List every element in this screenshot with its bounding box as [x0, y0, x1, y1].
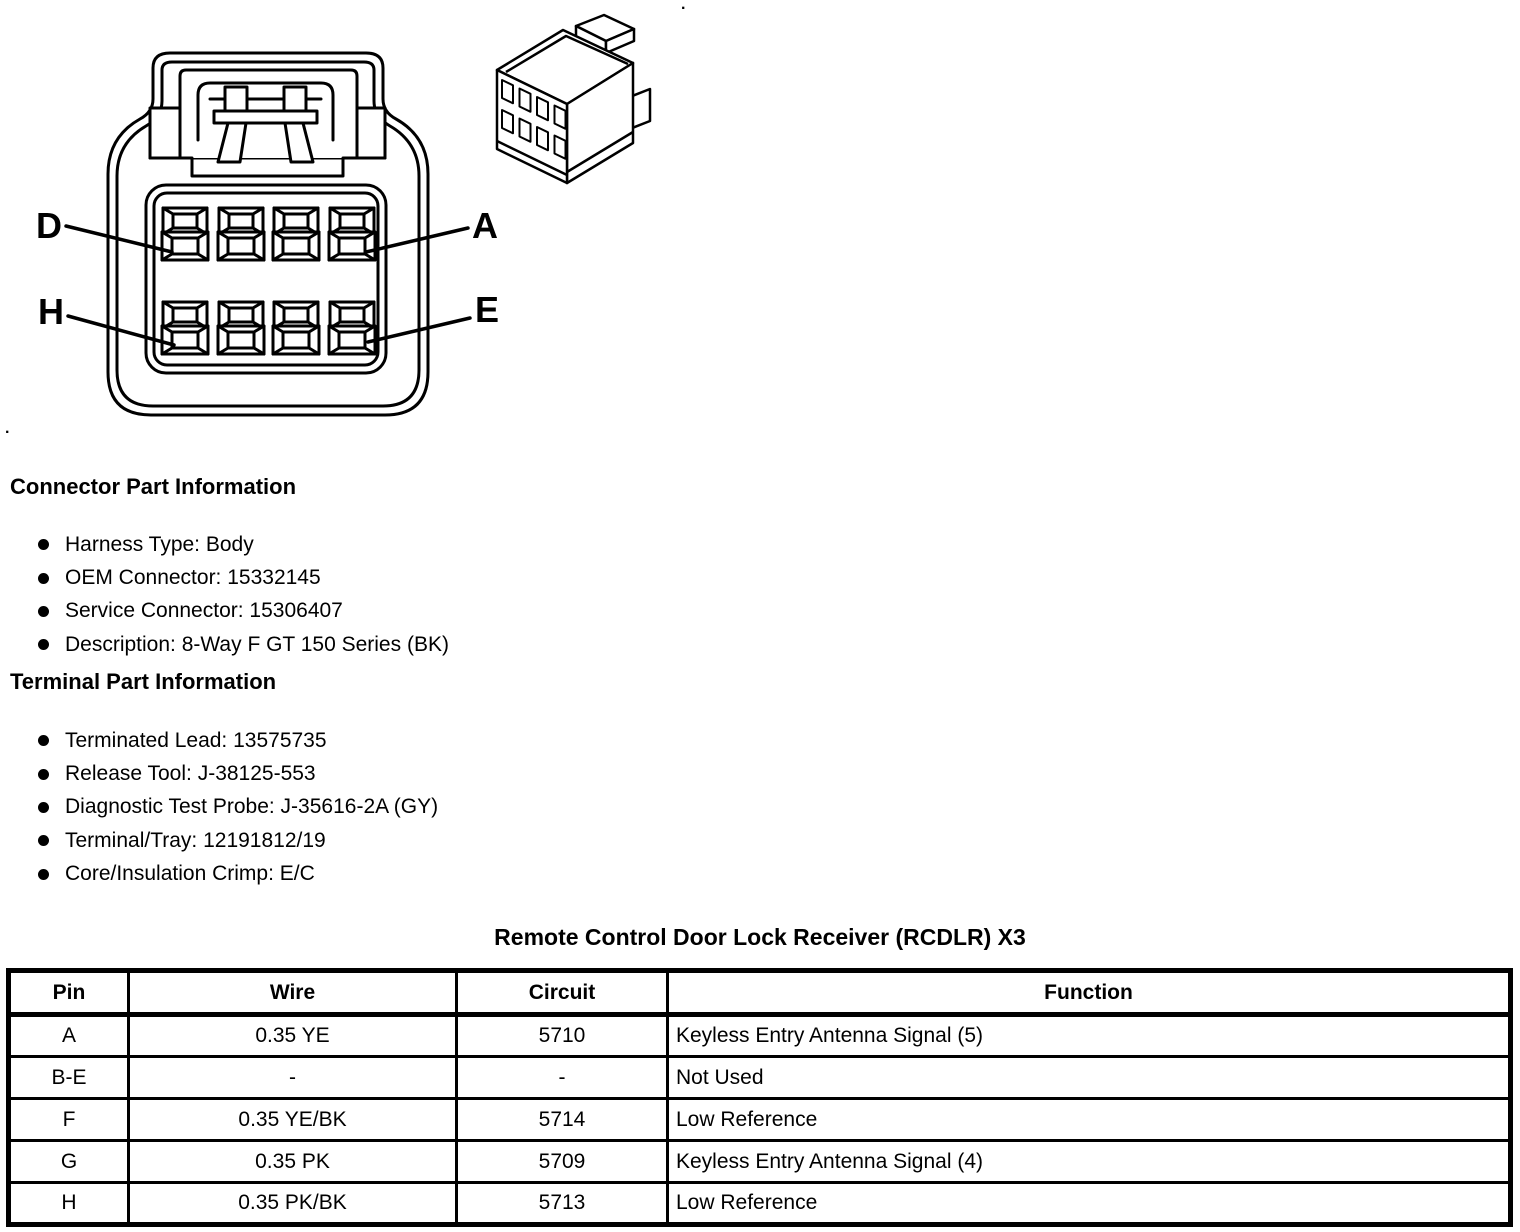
pin-label-e: E: [475, 289, 500, 330]
connector-3d-view: [480, 5, 665, 195]
list-item-text: Release Tool: J-38125-553: [65, 762, 316, 786]
bullet-icon: [38, 573, 49, 584]
col-header-pin: Pin: [9, 971, 129, 1015]
bullet-icon: [38, 869, 49, 880]
cell-function: Keyless Entry Antenna Signal (4): [668, 1141, 1511, 1183]
table-row: [9, 1057, 1511, 1099]
list-item: [10, 791, 438, 824]
bullet-icon: [38, 835, 49, 846]
cell-circuit: 5713: [457, 1183, 668, 1225]
cell-pin: H: [9, 1183, 129, 1225]
cell-wire: 0.35 YE/BK: [129, 1099, 457, 1141]
bullet-icon: [38, 639, 49, 650]
cell-function: Keyless Entry Antenna Signal (5): [668, 1015, 1511, 1057]
table-header-row: [9, 971, 1511, 1015]
col-header-function: Function: [668, 971, 1511, 1015]
list-item: [10, 628, 449, 661]
list-item: [10, 595, 449, 628]
cell-wire: -: [129, 1057, 457, 1099]
list-item: [10, 757, 438, 790]
table-row: [9, 1099, 1511, 1141]
col-header-circuit: Circuit: [457, 971, 668, 1015]
cell-wire: 0.35 YE: [129, 1015, 457, 1057]
connector-front-view: [20, 15, 520, 440]
cell-circuit: 5710: [457, 1015, 668, 1057]
list-item: [10, 528, 449, 561]
cell-circuit: -: [457, 1057, 668, 1099]
col-header-wire: Wire: [129, 971, 457, 1015]
cell-pin: F: [9, 1099, 129, 1141]
cell-pin: G: [9, 1141, 129, 1183]
list-item-text: Terminal/Tray: 12191812/19: [65, 828, 326, 852]
table-row: [9, 1015, 1511, 1057]
cell-pin: A: [9, 1015, 129, 1057]
list-item-text: Terminated Lead: 13575735: [65, 728, 327, 752]
list-item: [10, 858, 438, 891]
list-item-text: Service Connector: 15306407: [65, 599, 343, 623]
cell-circuit: 5714: [457, 1099, 668, 1141]
list-item-text: Core/Insulation Crimp: E/C: [65, 862, 315, 886]
pinout-table: [6, 968, 1513, 1227]
list-item-text: OEM Connector: 15332145: [65, 566, 321, 590]
list-item: [10, 824, 438, 857]
pinout-table-title: Remote Control Door Lock Receiver (RCDLR) X3: [494, 924, 1026, 950]
bullet-icon: [38, 769, 49, 780]
table-row: [9, 1183, 1511, 1225]
pin-label-h: H: [38, 291, 64, 332]
cell-function: Not Used: [668, 1057, 1511, 1099]
bullet-icon: [38, 606, 49, 617]
list-item-text: Description: 8-Way F GT 150 Series (BK): [65, 632, 449, 656]
scan-artifact-dot-left: .: [5, 420, 10, 437]
list-item: [10, 724, 438, 757]
section-heading-terminal-part-information: Terminal Part Information: [10, 669, 277, 694]
terminal-info-list: [10, 724, 438, 891]
table-row: [9, 1141, 1511, 1183]
cell-wire: 0.35 PK/BK: [129, 1183, 457, 1225]
section-heading-connector-part-information: Connector Part Information: [10, 474, 297, 499]
list-item-text: Diagnostic Test Probe: J-35616-2A (GY): [65, 795, 439, 819]
cell-pin: B-E: [9, 1057, 129, 1099]
bullet-icon: [38, 539, 49, 550]
connector-info-list: [10, 528, 449, 662]
cell-function: Low Reference: [668, 1183, 1511, 1225]
pin-label-a: A: [472, 205, 498, 246]
cell-function: Low Reference: [668, 1099, 1511, 1141]
bullet-icon: [38, 802, 49, 813]
pin-label-d: D: [36, 205, 62, 246]
bullet-icon: [38, 735, 49, 746]
scan-artifact-dot-top: .: [681, 0, 686, 13]
cell-wire: 0.35 PK: [129, 1141, 457, 1183]
list-item-text: Harness Type: Body: [65, 532, 254, 556]
list-item: [10, 561, 449, 594]
cell-circuit: 5709: [457, 1141, 668, 1183]
